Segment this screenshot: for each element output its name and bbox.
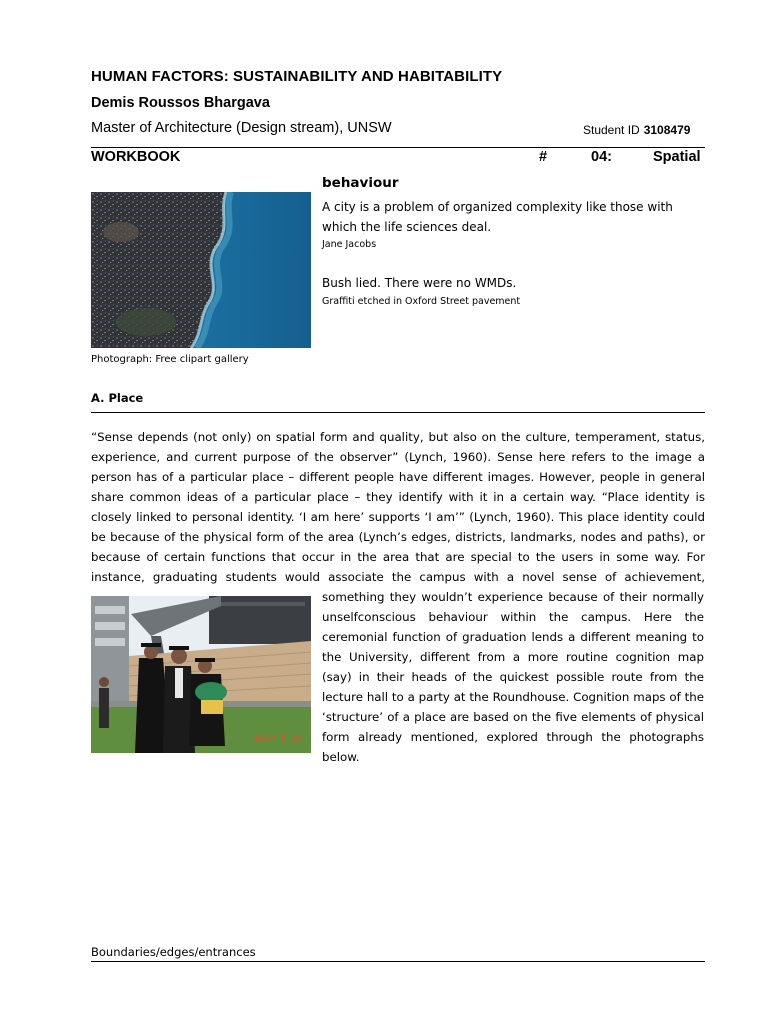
body-line: person has of a particular place – different people have different images. However, people in general	[91, 470, 705, 484]
graduation-photo	[91, 596, 311, 753]
degree-program: Master of Architecture (Design stream), UNSW	[91, 120, 392, 136]
photo-caption: Photograph: Free clipart gallery	[91, 354, 249, 365]
epigraph-quote-2: Bush lied. There were no WMDs.	[322, 276, 517, 290]
workbook-topic-spatial: Spatial	[653, 149, 701, 165]
body-line: the University, different from a more routine cognition map	[322, 650, 704, 664]
body-line: (say) in their heads of the quickest possible route from the	[322, 670, 704, 684]
body-line: lecture hall to a party at the Roundhouse. Cognition maps of the	[322, 690, 704, 704]
student-id-label: Student ID	[583, 123, 640, 137]
footer-rule	[91, 961, 705, 962]
body-line: ‘structure’ of a place are based on the five elements of physical	[322, 710, 704, 724]
body-line: closely linked to personal identity. ‘I am here’ supports ‘I am’” (Lynch, 1960). This place identity could	[91, 510, 705, 524]
header-rule	[91, 147, 705, 148]
epigraph-source-1: Jane Jacobs	[322, 239, 377, 250]
graduation-photo-graphic	[91, 596, 311, 753]
body-line: something they wouldn’t experience because of their normally	[322, 590, 704, 604]
satellite-photo	[91, 192, 311, 348]
epigraph-quote-1: A city is a problem of organized complexity like those with which the life sciences deal.	[322, 200, 673, 234]
satellite-photo-graphic	[91, 192, 311, 348]
body-line: form already mentioned, explored through the photographs	[322, 730, 704, 744]
date-stamp: 2004 5 10	[254, 734, 303, 744]
body-line: experience, and current purpose of the observer” (Lynch, 1960). Sense here refers to the image a	[91, 450, 705, 464]
workbook-hash: #	[539, 149, 548, 165]
body-line: because of certain functions that occur in the area that are special to the users in some way. For	[91, 550, 705, 564]
body-line: share common ideas of a particular place – they identify with it in a certain way. “Place identity is	[91, 490, 705, 504]
section-heading: A. Place	[91, 391, 144, 405]
body-line: ceremonial function of graduation lends a different meaning to	[322, 630, 704, 644]
body-line: below.	[322, 750, 360, 764]
body-line: instance, graduating students would associate the campus with a novel sense of achievement,	[91, 570, 705, 584]
document-title: HUMAN FACTORS: SUSTAINABILITY AND HABITABILITY	[91, 68, 503, 85]
workbook-label: WORKBOOK	[91, 149, 181, 165]
epigraph-source-2: Graffiti etched in Oxford Street pavement	[322, 296, 521, 307]
body-line: unselfconscious behaviour within the campus. Here the	[322, 610, 704, 624]
author-name: Demis Roussos Bhargava	[91, 95, 270, 111]
section-rule	[91, 412, 705, 413]
body-line: “Sense depends (not only) on spatial form and quality, but also on the culture, temperament, status,	[91, 430, 705, 444]
student-id	[583, 123, 690, 137]
workbook-topic-behaviour: behaviour	[322, 175, 399, 191]
footer-label: Boundaries/edges/entrances	[91, 945, 256, 959]
student-id-value: 3108479	[643, 123, 691, 137]
body-line: be because of the physical form of the area (Lynch’s edges, districts, landmarks, nodes and paths), or	[91, 530, 705, 544]
workbook-number: 04:	[591, 149, 612, 165]
